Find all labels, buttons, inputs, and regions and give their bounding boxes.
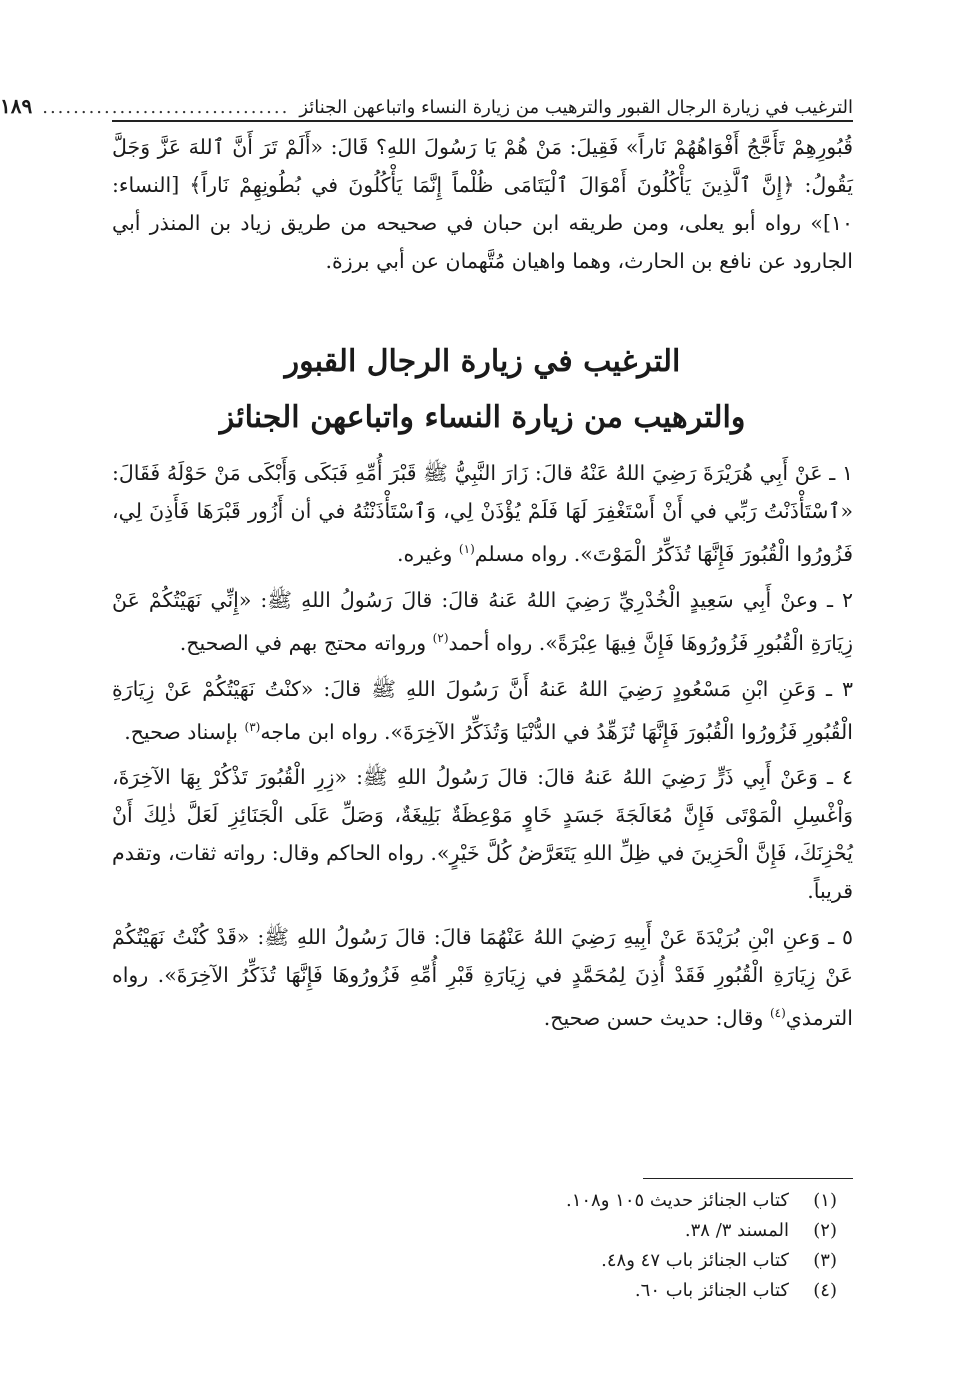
footnote-item <box>112 1216 837 1246</box>
hadith-tail: وقال: حديث حسن صحيح. <box>543 1006 770 1031</box>
footnote-divider <box>643 1178 853 1179</box>
footnote-ref: (١) <box>458 542 475 556</box>
hadith-paragraph-1 <box>112 454 853 573</box>
section-title-line-2: والترهيب من زيارة النساء واتباعهن الجنائز <box>219 400 746 435</box>
hadith-paragraph-5 <box>112 918 853 1037</box>
footnote-item <box>112 1186 837 1216</box>
footnote-ref: (٣) <box>244 719 261 734</box>
footnote-number: (٤) <box>813 1280 837 1301</box>
hadith-paragraph-2 <box>112 581 853 662</box>
hadith-text: ٢ ـ وعنْ أَبِي سَعِيدٍ الْخُدْرِيِّ رَضِيَ اللهُ عَنهُ قالَ: قالَ رَسُولُ اللهِ ﷺ: «إِنِّي نَهَيْتُكُمْ عَنْ زِيَارَةِ الْقُبُورِ فَزُورُوهَا فَإِنَّ فِيهَا عِبْرَةً». رواه أحمد <box>112 587 853 655</box>
footnote-number: (٢) <box>813 1220 837 1241</box>
section-title-line-1: الترغيب في زيارة الرجال القبور <box>284 344 681 379</box>
section-heading <box>112 334 853 446</box>
hadith-text: ٥ ـ وَعنِ ابْنِ بُرَيْدَةَ عَنْ أَبِيهِ رَضِيَ اللهُ عَنْهُمَا قالَ: قالَ رَسُولُ اللهِ ﷺ: «قَدْ كُنْتُ نَهَيْتُكُمْ عَنْ زِيَارَةِ الْقُبُورِ فَقَدْ أُذِنَ لِمُحَمَّدٍ في زِيَارَةِ قَبْرِ أُمِّهِ فَزُورُوهَا فَإِنَّهَا تُذَكِّرُ الآخِرَةَ». رواه الترمذي <box>112 925 853 1031</box>
footnote-number: (١) <box>813 1190 837 1211</box>
intro-paragraph: قُبُورِهِمْ تَأَجَّجُ أَفْوَاهُهُمْ نَاراً» فَقِيلَ: مَنْ هُمْ يَا رَسُولَ اللهِ؟ قَالَ: «أَلَمْ تَرَ أَنَّ ٱللهَ عَزَّ وَجَلَّ يَقُولُ: ﴿إِنَّ ٱلَّذِينَ يَأْكُلُونَ أَمْوَالَ ٱلْيَتَامَى ظُلْماً إِنَّمَا يَأْكُلُونَ في بُطُونِهِمْ نَاراً﴾ [النساء: ١٠]» رواه أبو يعلى، ومن طريقه ابن حبان في صحيحه من طريق زياد بن المنذر أبي الجارود عن نافع بن الحارث، وهما واهيان مُتَّهمان عن أبي برزة. <box>112 135 853 273</box>
running-head-leader-dots: ................................ <box>42 97 290 118</box>
footnote-ref: (٢) <box>432 630 449 645</box>
hadith-text: ٣ ـ وَعَنِ ابْنِ مَسْعُودٍ رَضِيَ اللهُ عَنهُ أَنَّ رَسُولَ اللهِ ﷺ قالَ: «كنْتُ نَهَيْتُكُمْ عَنْ زِيَارَةِ الْقُبُورِ فَزُورُوا الْقُبُورَ فَإِنَّهَا تُزَهِّدُ في الدُّنْيَا وَتُذَكِّرُ الآخِرَةَ». رواه ابن ماجه <box>112 676 853 744</box>
footnote-item <box>112 1246 837 1276</box>
hadith-paragraph-4 <box>112 758 853 910</box>
footnote-ref: (٤) <box>769 1006 786 1021</box>
footnote-text: كتاب الجنائز باب ٦٠. <box>634 1280 789 1301</box>
footnote-text: كتاب الجنائز حديث ١٠٥ و١٠٨. <box>565 1190 789 1211</box>
footnote-text: المسند ٣/ ٣٨. <box>684 1220 789 1241</box>
footnote-item <box>112 1276 837 1306</box>
hadith-paragraph-3 <box>112 670 853 751</box>
body-text <box>112 128 853 1037</box>
running-head-title: الترغيب في زيارة الرجال القبور والترهيب من زيارة النساء واتباعهن الجنائز <box>299 97 853 118</box>
footnote-number: (٣) <box>813 1250 837 1271</box>
footnote-text: كتاب الجنائز باب ٤٧ و٤٨. <box>601 1250 789 1271</box>
hadith-text: ١ ـ عَنْ أَبِي هُرَيْرَةَ رَضِيَ اللهُ عَنْهُ قالَ: زَارَ النَّبِيُّ ﷺ قَبْرَ أُمِّهِ فَبَكَى وَأَبْكَى مَنْ حَوْلَهُ فَقَالَ: «ٱسْتَأْذَنْتُ رَبِّي في أَنْ أَسْتَغْفِرَ لَهَا فَلَمْ يُؤْذَنْ لِي، وَٱسْتَأْذَنْتُهُ في أن أَزُور قَبْرَهَا فَأَذِنَ لِي، فَزُورُوا الْقُبُورَ فَإِنَّهَا تُذَكِّرُ الْمَوْتَ». رواه مسلم <box>112 461 853 566</box>
hadith-text: ٤ ـ وَعَنْ أَبِي ذَرٍّ رَضِيَ اللهُ عَنهُ قالَ: قالَ رَسُولُ اللهِ ﷺ: «زِرِ الْقُبُورَ تَذْكُرْ بِهَا الآخِرَةَ، وَاْغْسِلِ الْمَوْتَى فَإِنَّ مُعَالَجَةَ جَسَدٍ خَاوٍ مَوْعِظَةٌ بَلِيغَةٌ، وَصَلِّ عَلَى الْجَنَائِزِ لَعَلَّ ذٰلِكَ أَنْ يُحْزِنَكَ، فَإِنَّ الْحَزِينَ في ظِلِّ اللهِ يَتَعَرَّضُ كُلَّ خَيْرٍ». رواه الحاكم وقال: رواته ثقات، وتقدم قريباً. <box>112 765 853 904</box>
page-number: ١٨٩ <box>0 94 33 118</box>
hadith-tail: بإسناد صحيح. <box>124 719 245 744</box>
footnotes <box>112 1186 837 1306</box>
hadith-tail: ورواته محتج بهم في الصحيح. <box>179 630 433 655</box>
hadith-tail: وغيره. <box>397 541 459 566</box>
running-head <box>0 78 853 122</box>
